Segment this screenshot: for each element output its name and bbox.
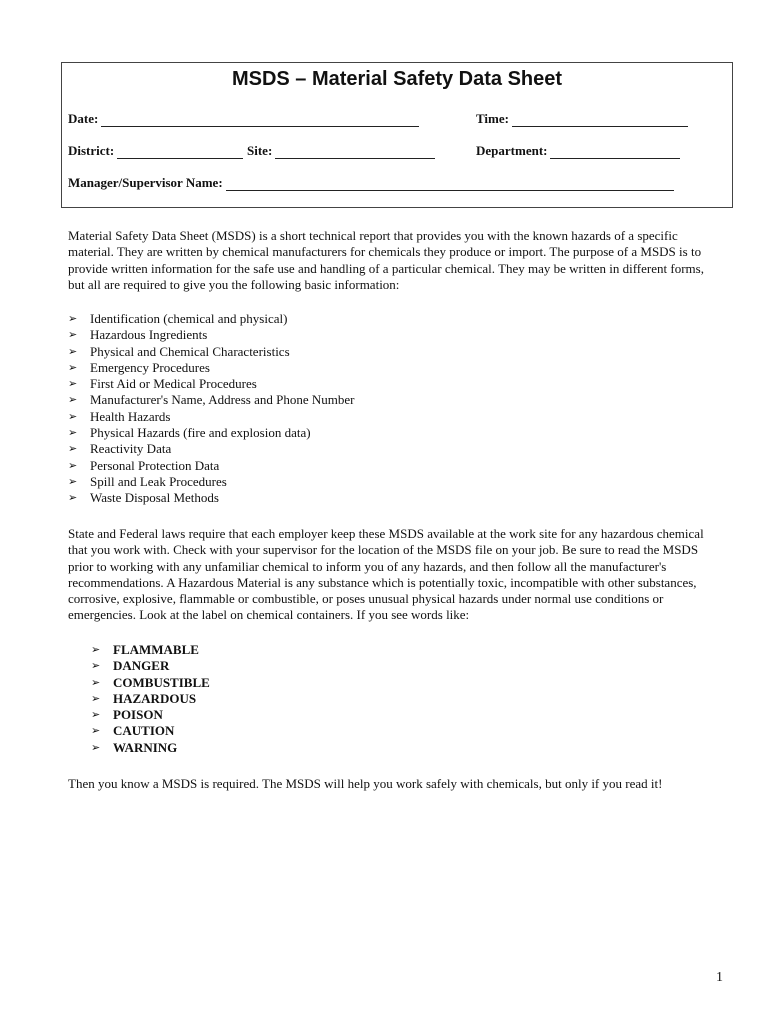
department-field[interactable] xyxy=(476,143,680,159)
list-item: ➢ Manufacturer's Name, Address and Phone Number xyxy=(68,392,355,408)
district-field[interactable] xyxy=(68,143,243,159)
site-label: Site: xyxy=(247,143,273,158)
list-item: ➢ Hazardous Ingredients xyxy=(68,327,208,343)
manager-input-line[interactable] xyxy=(226,178,674,191)
arrow-bullet-icon: ➢ xyxy=(91,740,101,754)
list-item: ➢ Emergency Procedures xyxy=(68,359,210,375)
list-item: ➢ Health Hazards xyxy=(68,408,171,424)
time-input-line[interactable] xyxy=(512,114,688,127)
arrow-bullet-icon: ➢ xyxy=(91,643,101,656)
list-item: ➢ Reactivity Data xyxy=(68,441,172,457)
arrow-bullet-icon: ➢ xyxy=(68,426,78,440)
list-item: ➢ First Aid or Medical Procedures xyxy=(68,376,257,392)
warning-words-list xyxy=(91,642,210,756)
arrow-bullet-icon: ➢ xyxy=(68,344,78,358)
arrow-bullet-icon: ➢ xyxy=(68,360,78,374)
arrow-bullet-icon: ➢ xyxy=(91,675,101,689)
department-input-line[interactable] xyxy=(550,146,680,159)
list-item: ➢ DANGER xyxy=(91,658,170,674)
page-number: 1 xyxy=(716,970,723,985)
district-label: District: xyxy=(68,143,115,158)
arrow-bullet-icon: ➢ xyxy=(68,458,78,472)
time-label: Time: xyxy=(476,111,509,126)
site-input-line[interactable] xyxy=(275,146,435,159)
date-field[interactable] xyxy=(68,111,419,127)
list-item: ➢ WARNING xyxy=(91,739,178,755)
list-item: ➢ Waste Disposal Methods xyxy=(68,490,219,506)
list-item: ➢ HAZARDOUS xyxy=(91,690,197,706)
arrow-bullet-icon: ➢ xyxy=(68,409,78,423)
list-item: ➢ COMBUSTIBLE xyxy=(91,674,210,690)
intro-paragraph: Material Safety Data Sheet (MSDS) is a short technical report that provides you with the known hazards of a specific material. They are written by chemical manufacturers for chemicals they produce or import. The purpose of a MSDS is to provide written information for the safe use and handling of a particular chemical. They may be written in different forms, but all are required to give you the following basic information: xyxy=(68,228,704,292)
arrow-bullet-icon: ➢ xyxy=(91,708,101,722)
list-item: ➢ Spill and Leak Procedures xyxy=(68,473,227,489)
district-input-line[interactable] xyxy=(117,146,243,159)
arrow-bullet-icon: ➢ xyxy=(68,474,78,488)
list-item: ➢ CAUTION xyxy=(91,723,175,739)
header-form-box xyxy=(61,62,733,208)
arrow-bullet-icon: ➢ xyxy=(68,393,78,407)
arrow-bullet-icon: ➢ xyxy=(91,724,101,738)
arrow-bullet-icon: ➢ xyxy=(68,442,78,456)
info-items-list xyxy=(68,311,354,507)
list-item: ➢ Identification (chemical and physical) xyxy=(68,311,288,326)
site-field[interactable] xyxy=(247,143,435,159)
arrow-bullet-icon: ➢ xyxy=(68,377,78,391)
date-input-line[interactable] xyxy=(101,114,419,127)
page-title: MSDS – Material Safety Data Sheet xyxy=(231,68,563,90)
list-item: ➢ Personal Protection Data xyxy=(68,457,220,473)
arrow-bullet-icon: ➢ xyxy=(68,491,78,505)
list-item: ➢ Physical and Chemical Characteristics xyxy=(68,343,290,359)
list-item: ➢ FLAMMABLE xyxy=(91,642,199,657)
laws-paragraph: State and Federal laws require that each employer keep these MSDS available at the work site for any hazardous chemical that you work with. Check with your supervisor for the location of the MSDS file on your job. Be sure to read the MSDS prior to working with any unfamiliar chemical to inform you of any hazards, and then follow all the manufacturer's recommendations. A Hazardous Material is any substance which is potentially toxic, incompatible with other substances, corrosive, explosive, flammable or combustible, or poses unusual physical hazards under normal use conditions or emergencies. Look at the label on chemical containers. If you see words like: xyxy=(68,526,704,623)
arrow-bullet-icon: ➢ xyxy=(91,659,101,673)
date-label: Date: xyxy=(68,111,99,126)
arrow-bullet-icon: ➢ xyxy=(68,328,78,342)
arrow-bullet-icon: ➢ xyxy=(91,691,101,705)
time-field[interactable] xyxy=(476,111,688,127)
manager-label: Manager/Supervisor Name: xyxy=(68,175,223,190)
list-item: ➢ Physical Hazards (fire and explosion data) xyxy=(68,425,311,441)
arrow-bullet-icon: ➢ xyxy=(68,312,78,325)
list-item: ➢ POISON xyxy=(91,707,163,723)
department-label: Department: xyxy=(476,143,548,158)
closing-paragraph: Then you know a MSDS is required. The MSDS will help you work safely with chemicals, but only if you read it! xyxy=(68,776,663,791)
manager-field[interactable] xyxy=(68,175,674,191)
